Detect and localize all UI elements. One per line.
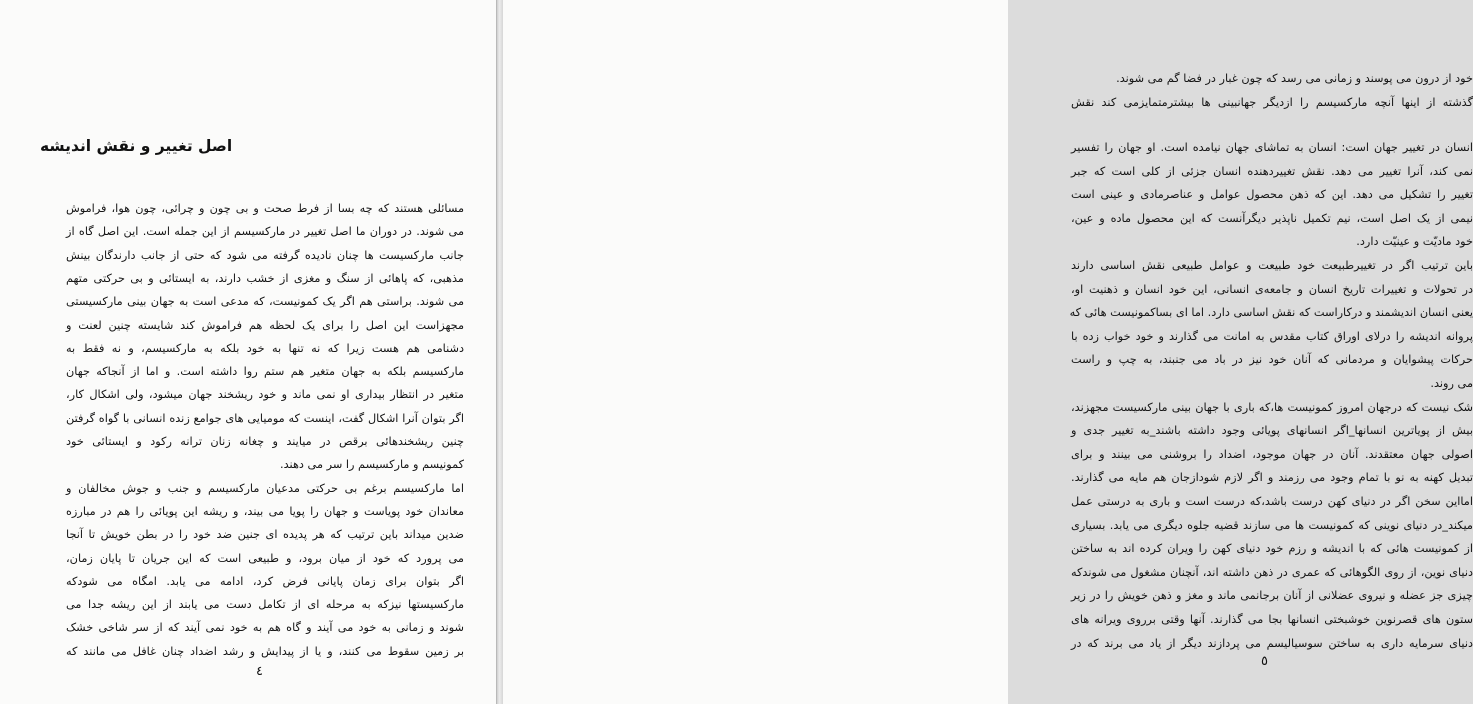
text-line: معاندان خود پویاست و جهان را پویا می بیند، و ریشه این پویائی را هم در مبارزه: [66, 505, 464, 518]
text-line: مسائلی هستند که چه بسا از فرط صحت و بی چون و چرائی، چون هوا، فراموش: [66, 202, 464, 215]
text-line: ستون های قصرنوین خوشبختی انسانها بجا می گذارند. آنها وقتی برروی ویرانه های: [1071, 613, 1473, 626]
text-line: نیمی از یک اصل است، نیم تکمیل ناپذیر دیگرآنست که این محصول ماده و عین،: [1071, 212, 1473, 225]
text-line: حرکات پیشوایان و مردمانی که آنان خود نیز در باد می جنبند، به چپ و راست: [1071, 353, 1473, 366]
text-line: می روند.: [1430, 377, 1473, 390]
text-line: امااین سخن اگر در دنیای کهن درست باشد،که درست است و باری به درستی عمل: [1071, 495, 1473, 508]
text-line: دنیای سرمایه داری به ساختن سوسیالیسم می پردازند دیگر از یاد می برند که در: [1071, 637, 1473, 650]
text-line: مارکسیسم بلکه به جهان متغیر هم ستم روا داشته است. و اما از آنجاکه جهان: [66, 365, 464, 378]
text-line: خود از درون می پوسند و زمانی می رسد که چون غبار در فضا گم می شوند.: [1116, 72, 1473, 85]
text-line: اما مارکسیسم برغم بی حرکتی مدعیان مارکسیسم و جنب و جوش مخالفان و: [66, 482, 464, 495]
text-line: انسان در تغییر جهان است: انسان به تماشای جهان نیامده است. او جهان را تفسیر: [1071, 141, 1473, 154]
text-line: از کمونیست هائی که با اندیشه و رزم خود دنیای کهن را ویران کرده اند به ساختن: [1071, 542, 1473, 555]
text-line: یعنی انسان اندیشمند و درکاراست که نقش اساسی دارد. اما ای بساکمونیست هائی که: [1069, 306, 1473, 319]
text-line: تبدیل کهنه به نو با تمام وجود می رزمند و اگر لازم شودازجان هم مایه می گذارند.: [1071, 471, 1473, 484]
page-number-right: ٥: [1261, 654, 1268, 669]
left-page: [0, 0, 497, 704]
text-line: جانب مارکسیست ها چنان نادیده گرفته می شود که حتی از جانب دارندگان بینش: [66, 249, 464, 262]
text-line: میکند_در دنیای نوینی که کمونیست ها می سازند قضیه جلوه دیگری می یابد. بسیاری: [1071, 519, 1473, 532]
text-line: مجهزاست این اصل را برای یک لحظه هم فراموش کند شایسته چنین لعنت و: [66, 319, 464, 332]
text-line: در تحولات و تغییرات تاریخ انسان و جامعه‌ی انسانی، این خود انسان و ذهنیت او،: [1071, 283, 1473, 296]
text-line: می پرورد که خود از میان برود، و طبیعی است که این جریان تا پایان زمان،: [66, 552, 464, 565]
text-line: گذشته از اینها آنچه مارکسیسم را ازدیگر جهانبینی ها بیشترمتمایزمی کند نقش: [1071, 96, 1473, 109]
text-line: تغییر را تشکیل می دهد. این که ذهن محصول عوامل و عناصرمادی و عینی است: [1071, 188, 1473, 201]
gutter-edge-left: [496, 0, 497, 704]
text-line: دشنامی هم هست زیرا که نه تنها به خود بلکه به مارکسیسم، و نه فقط به: [66, 342, 464, 355]
chapter-title: اصل تغییر و نقش اندیشه: [40, 137, 233, 155]
text-line: خود مادیّت و عینیّت دارد.: [1356, 235, 1473, 248]
text-line: متغیر در انتظار بیداری او نمی ماند و خود ریشخند جهان میشود، ولی اشکال کار،: [66, 388, 464, 401]
text-line: باین ترتیب اگر در تغییرطبیعت خود طبیعت و عوامل طبیعی نقش اساسی دارند: [1071, 259, 1473, 272]
text-line: مارکسیستها نیزکه به مرحله ای از تکامل دست می یابند از این ریشه جدا می: [66, 598, 464, 611]
text-line: نمی کند، آنرا تغییر می دهد. نقش تغییردهنده انسان جزئی از کلی است که جبر: [1071, 165, 1473, 178]
text-line: اگر بتوان برای زمان پایانی فرض کرد، ادامه می یابد. امگاه می شودکه: [66, 575, 464, 588]
text-line: دنیای نوین، از روی الگوهائی که عمری در ذهن داشته اند، آنچنان مشغول می شوندکه: [1071, 566, 1473, 579]
text-line: ضدین میداند باین ترتیب که هر پدیده ای جنین ضد خود را در بطن خویش تا آنجا: [66, 528, 464, 541]
text-line: شک نیست که درجهان امروز کمونیست ها،که باری با جهان بینی مارکسیست مجهزند،: [1071, 401, 1473, 414]
text-line: مذهبی، که پاهائی از سنگ و مغزی از خشب دارند، به ایستائی و بی حرکتی متهم: [66, 272, 464, 285]
text-line: اگر بتوان آنرا اشکال گفت، اینست که مومیایی های جوامع زنده انسانی با گواه گرفتن: [66, 412, 464, 425]
text-line: بیش از پویاترین انسانها_اگر انسانهای پویائی وجود داشته باشند_به تغییر جدی و: [1071, 424, 1473, 437]
text-line: می شوند. براستی هم اگر یک کمونیست، که مدعی است به جهان بینی مارکسیستی: [66, 295, 464, 308]
text-line: شوند و زمانی به خود می آیند و گاه هم به خود نمی آیند که از سر شاخی خشک: [66, 621, 464, 634]
right-page: [503, 0, 1473, 704]
text-line: کمونیسم و مارکسیسم را سر می دهند.: [280, 458, 464, 471]
text-line: پروانه اندیشه را درلای اوراق کتاب مقدس به امانت می گذارند و خود خواب زده با: [1071, 330, 1473, 343]
text-line: اصولی جهان معتقدند. آنان در جهان موجود، اضداد را بروشنی می بینند و برای: [1071, 448, 1473, 461]
page-number-left: ٤: [256, 664, 263, 679]
text-line: می شوند. در دوران ما اصل تغییر در مارکسیسم از این جمله است. این اصل گاه از: [66, 225, 464, 238]
text-line: چنین ریشخندهائی برقص در میایند و چغانه زنان ترانه رکود و ایستائی خود: [66, 435, 464, 448]
text-line: بر زمین سقوط می کنند، و یا از پیدایش و رشد اضداد چنان غافل می مانند که: [66, 645, 464, 658]
text-line: چیزی جز عضله و نیروی عضلانی از آنان برجانمی ماند و مغز و ذهن خویش را در زیر: [1071, 589, 1473, 602]
